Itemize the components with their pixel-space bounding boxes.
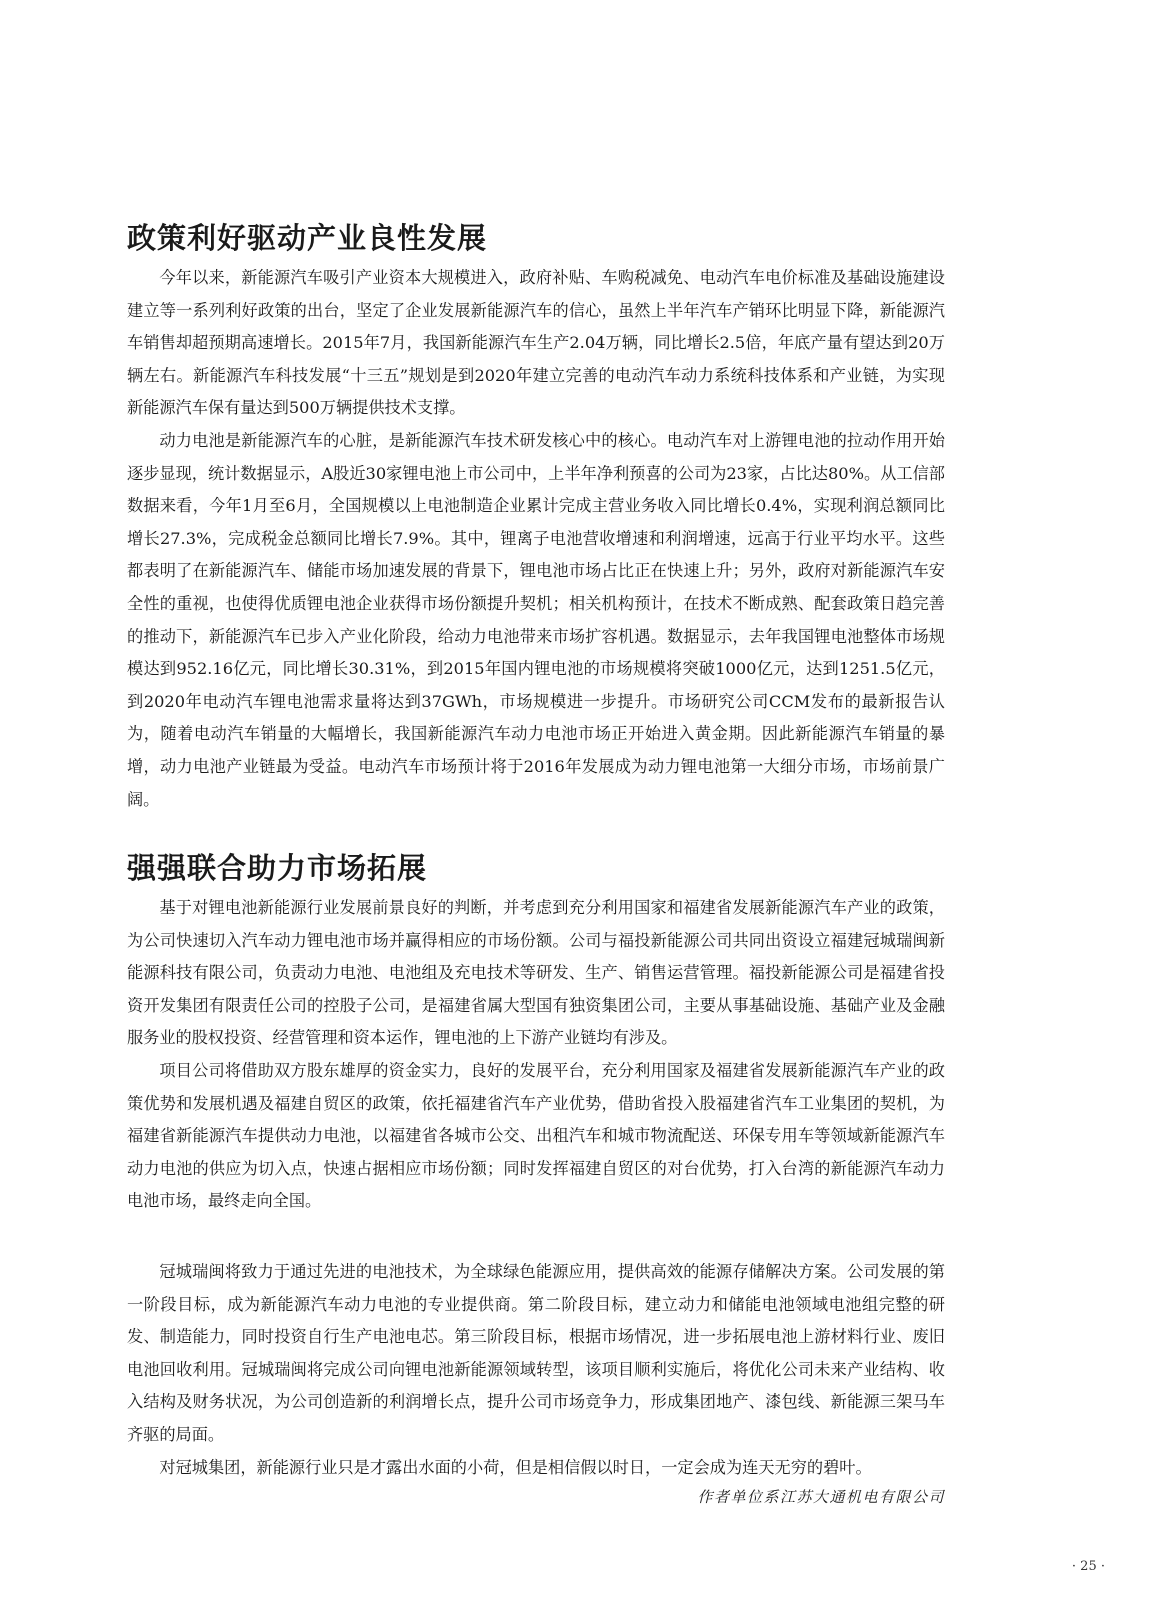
paragraph: 冠城瑞闽将致力于通过先进的电池技术，为全球绿色能源应用，提供高效的能源存储解决方案。公司发展的第一阶段目标，成为新能源汽车动力电池的专业提供商。第二阶段目标，建立动力和储能电池领域电池组完整的研发、制造能力，同时投资自行生产电池电芯。第三阶段目标，根据市场情况，进一步拓展电池上游材料行业、废旧电池回收利用。冠城瑞闽将完成公司向锂电池新能源领域转型，该项目顺利实施后，将优化公司未来产业结构、收入结构及财务状况，为公司创造新的利润增长点，提升公司市场竞争力，形成集团地产、漆包线、新能源三架马车齐驱的局面。 xyxy=(127,1262,945,1444)
page-number: · 25 · xyxy=(1071,1559,1105,1574)
article-body xyxy=(127,218,945,1507)
paragraph: 项目公司将借助双方股东雄厚的资金实力，良好的发展平台，充分利用国家及福建省发展新能源汽车产业的政策优势和发展机遇及福建自贸区的政策，依托福建省汽车产业优势，借助省投入股福建省汽车工业集团的契机，为福建省新能源汽车提供动力电池，以福建省各城市公交、出租汽车和城市物流配送、环保专用车等领域新能源汽车动力电池的供应为切入点，快速占据相应市场份额；同时发挥福建自贸区的对台优势，打入台湾的新能源汽车动力电池市场，最终走向全国。 xyxy=(127,1061,945,1211)
section-alliance xyxy=(127,848,945,1218)
section-heading: 政策利好驱动产业良性发展 xyxy=(127,221,488,255)
section-closing xyxy=(127,1256,945,1507)
section-heading: 强强联合助力市场拓展 xyxy=(127,851,428,886)
paragraph: 动力电池是新能源汽车的心脏，是新能源汽车技术研发核心中的核心。电动汽车对上游锂电池的拉动作用开始逐步显现，统计数据显示，A股近30家锂电池上市公司中，上半年净利预喜的公司为23家，占比达80%。从工信部数据来看，今年1月至6月，全国规模以上电池制造企业累计完成主营业务收入同比增长0.4%，实现利润总额同比增长27.3%，完成税金总额同比增长7.9%。其中，锂离子电池营收增速和利润增速，远高于行业平均水平。这些都表明了在新能源汽车、储能市场加速发展的背景下，锂电池市场占比正在快速上升；另外，政府对新能源汽车安全性的重视，也使得优质锂电池企业获得市场份额提升契机；相关机构预计，在技术不断成熟、配套政策日趋完善的推动下，新能源汽车已步入产业化阶段，给动力电池带来市场扩容机遇。数据显示，去年我国锂电池整体市场规模达到952.16亿元，同比增长30.31%，到2015年国内锂电池的市场规模将突破1000亿元，达到1251.5亿元，到2020年电动汽车锂电池需求量将达到37GWh，市场规模进一步提升。市场研究公司CCM发布的最新报告认为，随着电动汽车销量的大幅增长，我国新能源汽车动力电池市场正开始进入黄金期。因此新能源汽车销量的暴增，动力电池产业链最为受益。电动汽车市场预计将于2016年发展成为动力锂电池第一大细分市场，市场前景广阔。 xyxy=(127,430,945,809)
author-affiliation: 作者单位系江苏大通机电有限公司 xyxy=(697,1488,945,1507)
paragraph: 基于对锂电池新能源行业发展前景良好的判断，并考虑到充分利用国家和福建省发展新能源汽车产业的政策，为公司快速切入汽车动力锂电池市场并赢得相应的市场份额。公司与福投新能源公司共同出资设立福建冠城瑞闽新能源科技有限公司，负责动力电池、电池组及充电技术等研发、生产、销售运营管理。福投新能源公司是福建省投资开发集团有限责任公司的控股子公司，是福建省属大型国有独资集团公司，主要从事基础设施、基础产业及金融服务业的股权投资、经营管理和资本运作，锂电池的上下游产业链均有涉及。 xyxy=(127,898,945,1048)
paragraph-gap xyxy=(127,1218,945,1256)
paragraph: 对冠城集团，新能源行业只是才露出水面的小荷，但是相信假以时日，一定会成为连天无穷的碧叶。 xyxy=(159,1457,872,1477)
section-policy xyxy=(127,218,945,816)
paragraph: 今年以来，新能源汽车吸引产业资本大规模进入，政府补贴、车购税减免、电动汽车电价标准及基础设施建设建立等一系列利好政策的出台，坚定了企业发展新能源汽车的信心，虽然上半年汽车产销环比明显下降，新能源汽车销售却超预期高速增长。2015年7月，我国新能源汽车生产2.04万辆，同比增长2.5倍，年底产量有望达到20万辆左右。新能源汽车科技发展“十三五”规划是到2020年建立完善的电动汽车动力系统科技体系和产业链，为实现新能源汽车保有量达到500万辆提供技术支撑。 xyxy=(127,268,945,418)
